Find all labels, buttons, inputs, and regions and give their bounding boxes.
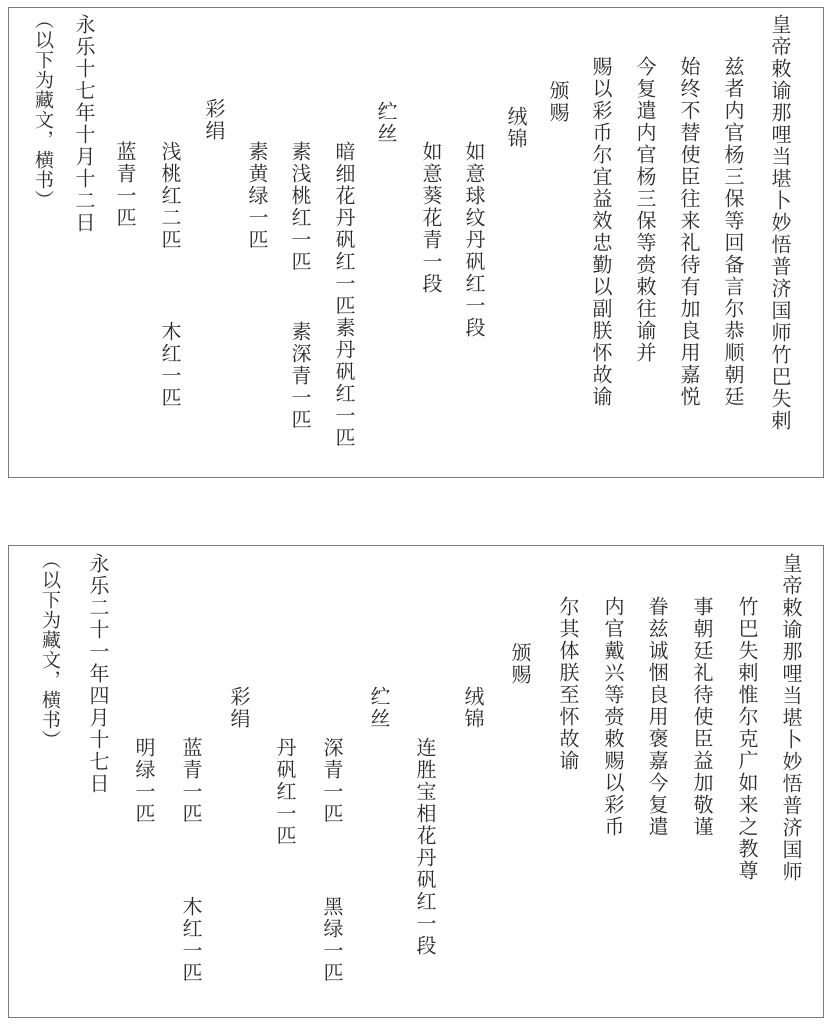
gift-heading: 颁赐 bbox=[508, 642, 532, 686]
script-note: （以下为藏文，横书） bbox=[39, 550, 61, 750]
gift-item: 黑绿一匹 bbox=[320, 896, 344, 984]
category-caijuan: 彩绢 bbox=[202, 98, 226, 142]
gift-item: 素黄绿一匹 bbox=[245, 141, 269, 251]
edict-line: 始终不替使臣往来礼待有加良用嘉悦 bbox=[677, 56, 701, 408]
edict-line: 事朝廷礼待使臣益加敬谨 bbox=[690, 596, 714, 838]
gift-heading: 颁赐 bbox=[546, 80, 570, 124]
gift-item: 蓝青一匹 bbox=[113, 141, 137, 229]
edict-line: 尔其体朕至怀故谕 bbox=[556, 596, 580, 772]
gift-item: 连胜宝相花丹矾红一段 bbox=[413, 737, 437, 957]
script-note: （以下为藏文，横书） bbox=[32, 10, 54, 210]
gift-item: 蓝青一匹 bbox=[179, 737, 203, 825]
edict-line: 兹者内官杨三保等回备言尔恭顺朝廷 bbox=[721, 56, 745, 408]
gift-item: 如意球纹丹矾红一段 bbox=[462, 141, 486, 339]
gift-item: 暗细花丹矾红一匹素丹矾红一匹 bbox=[332, 141, 356, 449]
gift-item: 明绿一匹 bbox=[132, 737, 156, 825]
edict-line: 眷兹诚悃良用褒嘉今复遣 bbox=[645, 596, 669, 838]
category-zhusi: 纻丝 bbox=[367, 686, 391, 730]
category-caijuan: 彩绢 bbox=[227, 686, 251, 730]
edict-panel-1 bbox=[8, 7, 824, 478]
gift-item: 深青一匹 bbox=[320, 737, 344, 825]
gift-item: 浅桃红二匹 bbox=[158, 141, 182, 251]
edict-line: 赐以彩币尔宜益效忠勤以副朕怀故谕 bbox=[589, 56, 613, 408]
category-rongjin: 绒锦 bbox=[461, 686, 485, 730]
edict-date: 永乐十七年十月十二日 bbox=[72, 14, 96, 234]
gift-item: 木红一匹 bbox=[158, 321, 182, 409]
gift-item: 丹矾红一匹 bbox=[273, 737, 297, 847]
gift-item: 素浅桃红一匹 bbox=[288, 141, 312, 273]
edict-heading: 皇帝敕谕那哩当堪卜妙悟普济国师 bbox=[779, 553, 803, 883]
edict-panel-2 bbox=[8, 545, 824, 1018]
edict-line: 内官戴兴等赍敕赐以彩币 bbox=[601, 596, 625, 838]
edict-heading: 皇帝敕谕那哩当堪卜妙悟普济国师竹巴失剌 bbox=[768, 14, 792, 432]
gift-item: 木红一匹 bbox=[179, 896, 203, 984]
edict-date: 永乐二十一年四月十七日 bbox=[86, 553, 110, 795]
gift-item: 素深青一匹 bbox=[288, 321, 312, 431]
gift-item: 如意葵花青一段 bbox=[419, 141, 443, 295]
category-rongjin: 绒锦 bbox=[504, 106, 528, 150]
edict-line: 竹巴失剌惟尔克广如来之教尊 bbox=[735, 596, 759, 882]
category-zhusi: 纻丝 bbox=[374, 101, 398, 145]
edict-line: 今复遣内官杨三保等赍敕往谕并 bbox=[633, 56, 657, 364]
